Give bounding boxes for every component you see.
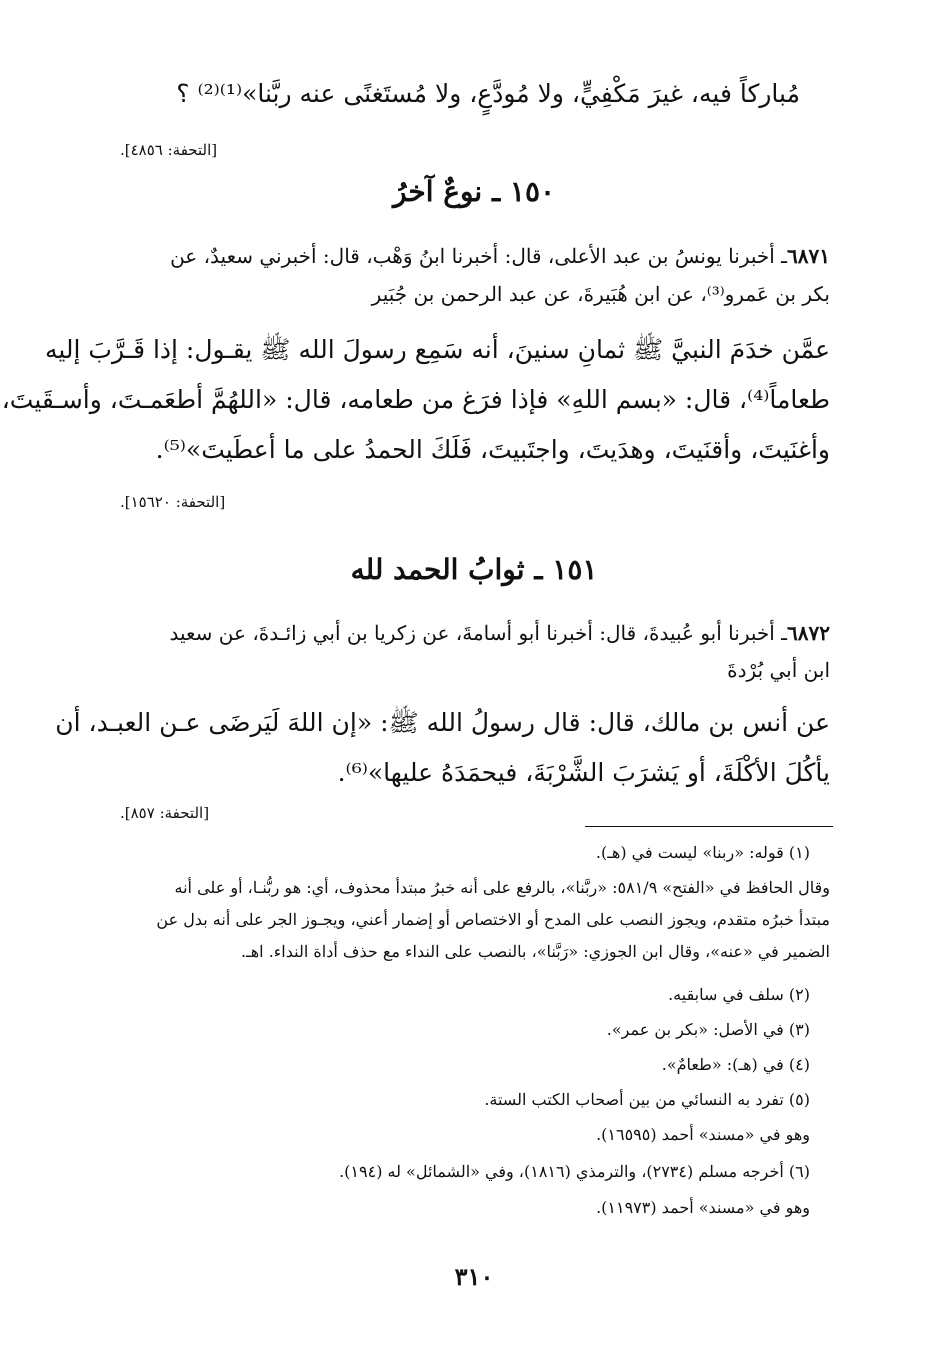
footnote-line: (٤) في (هـ): «طعامٌ». (661, 1055, 810, 1074)
tuhfa-text: [التحفة: ١٥٦٢٠]. (120, 493, 226, 511)
footnote-line: (١) قوله: «ربنا» ليست في (هـ). (595, 843, 810, 862)
hadith-number: ٦٨٧١ (787, 244, 830, 268)
matn-6872-line1: عن أنس بن مالك، قال: قال رسولُ الله ﷺ: «إن اللهَ لَيَرضَى عـن العبـد، أن (55, 708, 830, 737)
matn-6871-line2: طعاماً⁽⁴⁾، قال: «بسم اللهِ» فإذا فرَغ من طعامه، قال: «اللهُمَّ أطعَمـتَ، وأسـقَيتَ، (1, 385, 830, 414)
tuhfa-reference (120, 803, 290, 823)
matn-6871-line3: وأغنَيتَ، وأقنَيتَ، وهدَيتَ، واجتَبيتَ، فَلَكَ الحمدُ على ما أعطَيتَ»⁽⁵⁾. (155, 435, 830, 464)
footnote-line: وهو في «مسند» أحمد (١١٩٧٣). (596, 1198, 810, 1217)
page-number: ٣١٠ (454, 1262, 494, 1291)
footnote-line: (٥) تفرد به النسائي من بين أصحاب الكتب الستة. (484, 1090, 810, 1109)
footnote-line: (٢) سلف في سابقيه. (668, 985, 810, 1004)
matn-6872-line2: يأكُلَ الأكْلَةَ، أو يَشرَبَ الشَّرْبَةَ، فيحمَدَهُ عليها»⁽⁶⁾. (337, 758, 830, 787)
footnote-line: وهو في «مسند» أحمد (١٦٥٩٥). (596, 1125, 810, 1144)
isnad-6872-line1 (125, 615, 830, 651)
section-heading-150: ١٥٠ ـ نوعٌ آخرُ (392, 175, 556, 208)
tuhfa-text: [التحفة: ٨٥٧]. (120, 804, 210, 822)
footnote-line: مبتدأ خبرُه متقدم، ويجوز النصب على المدح أو الاختصاص أو إضمار أعني، ويجـوز الجر على أنه بدل عن (156, 910, 830, 929)
footnote-line: (٦) أخرجه مسلم (٢٧٣٤)، والترمذي (١٨١٦)، وفي «الشمائل» له (١٩٤). (339, 1162, 810, 1181)
isnad-6871-line2: بكر بن عَمرو⁽³⁾، عن ابن هُبَيرةَ، عن عبد الرحمن بن جُبَير (371, 282, 830, 306)
footnote-line: (٣) في الأصل: «بكر بن عمر». (606, 1020, 810, 1039)
tuhfa-text: [التحفة: ٤٨٥٦]. (120, 141, 218, 159)
matn-6871-line1: عمَّن خدَمَ النبيَّ ﷺ ثمانِ سنينَ، أنه سَمِع رسولَ الله ﷺ يقـول: إذا قَـرَّبَ إليه (44, 335, 830, 364)
footnote-line: الضمير في «عنه»، وقال ابن الجوزي: «رَبَّنا»، بالنصب على النداء مع حذف أداة النداء. اهـ. (240, 942, 830, 961)
isnad-text: ـ أخبرنا أبو عُبيدةَ، قال: أخبرنا أبو أسامةَ، عن زكريا بن أبي زائـدةَ، عن سعيد (169, 621, 788, 645)
isnad-6871-line1 (125, 238, 830, 274)
section-heading-151: ١٥١ ـ ثوابُ الحمد لله (350, 553, 598, 586)
tuhfa-reference (120, 140, 290, 160)
continuation-line: مُباركاً فيه، غيرَ مَكْفِيٍّ، ولا مُودَّعٍ، ولا مُستَغنًى عنه ربَّنا»⁽¹⁾⁽²⁾ ؟ (176, 79, 800, 108)
isnad-6872-line2: ابن أبي بُرْدةَ (727, 658, 830, 682)
isnad-text: ـ أخبرنا يونسُ بن عبد الأعلى، قال: أخبرنا ابنُ وَهْب، قال: أخبرني سعيدٌ، عن (170, 244, 788, 268)
footnote-separator (585, 826, 833, 827)
tuhfa-reference (120, 492, 290, 512)
footnote-line: وقال الحافظ في «الفتح» ٥٨١/٩: «ربَّنا»، بالرفع على أنه خبرُ مبتدأ محذوف، أي: هو ربُّنـا، أو على أنه (174, 878, 830, 897)
hadith-number: ٦٨٧٢ (787, 621, 830, 645)
